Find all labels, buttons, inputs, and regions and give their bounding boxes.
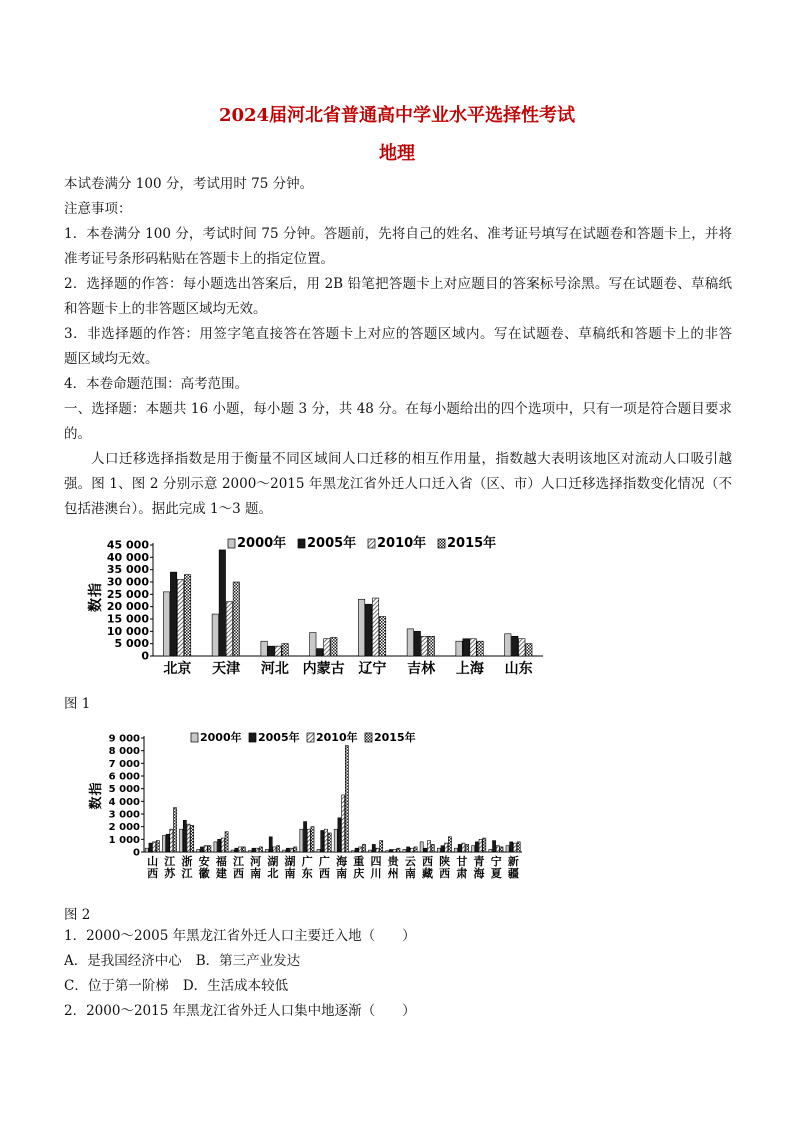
- bar-2000: [261, 641, 267, 656]
- y-tick-label: 15 000: [106, 612, 149, 626]
- bar-2015: [483, 838, 486, 852]
- x-tick-label: 州: [387, 867, 399, 880]
- y-tick-label: 5 000: [108, 784, 140, 796]
- bar-2015: [428, 636, 434, 656]
- bar-2005: [269, 837, 272, 852]
- bar-2005: [458, 844, 461, 852]
- x-tick-label: 西: [318, 867, 330, 880]
- x-tick-label: 福: [215, 855, 227, 868]
- section-1-heading-end: 的。: [64, 426, 91, 442]
- bar-2010: [239, 847, 242, 852]
- bar-2005: [321, 830, 324, 852]
- bar-2010: [372, 598, 378, 656]
- notice-1b: 准考证号条形码粘贴在答题卡上的指定位置。: [64, 251, 334, 267]
- bar-2000: [505, 634, 511, 656]
- bar-2000: [386, 851, 389, 852]
- bar-2015: [379, 617, 385, 656]
- legend-label-2015: 2015年: [447, 536, 497, 551]
- bar-2010: [479, 839, 482, 852]
- notice-3a: 3．非选择题的作答：用签字笔直接答在答题卡上对应的答题区域内。写在试题卷、草稿纸和答题卡上的非答: [64, 326, 732, 342]
- bar-2005: [365, 604, 371, 656]
- legend-label-2000: 2000年: [237, 536, 287, 551]
- notice-4: 4．本卷命题范围：高考范围。: [64, 376, 249, 392]
- x-tick-label: 西: [233, 867, 244, 880]
- bar-2010: [428, 841, 431, 852]
- y-tick-label: 40 000: [106, 550, 149, 564]
- bar-2005: [338, 818, 341, 852]
- bar-2005: [510, 842, 513, 852]
- bar-2000: [351, 851, 354, 852]
- bar-2010: [170, 829, 173, 852]
- question-1: 1．2000～2005 年黑龙江省外迁人口主要迁入地（ ）: [64, 928, 416, 944]
- x-tick-label: 西: [147, 867, 159, 880]
- y-tick-label: 35 000: [106, 563, 149, 577]
- bar-2015: [345, 746, 348, 852]
- y-tick-label: 7 000: [108, 758, 140, 770]
- legend-label-2000: 2000年: [200, 731, 242, 744]
- legend-swatch-2000: [191, 733, 198, 742]
- bar-2000: [145, 848, 148, 852]
- y-axis-label: 指: [88, 583, 104, 597]
- bar-2000: [506, 846, 509, 852]
- legend-label-2005: 2005年: [307, 536, 357, 551]
- x-tick-label: 内蒙古: [302, 661, 345, 677]
- bar-2005: [219, 550, 225, 656]
- x-tick-label: 北: [267, 867, 279, 880]
- bar-2015: [500, 847, 503, 852]
- y-axis-label: 指: [89, 782, 104, 796]
- exam-info: 本试卷满分 100 分，考试用时 75 分钟。: [64, 176, 314, 192]
- y-tick-label: 2 000: [108, 822, 140, 834]
- bar-2010: [393, 849, 396, 852]
- y-tick-label: 20 000: [106, 600, 149, 614]
- bar-2015: [294, 847, 297, 852]
- bar-2005: [200, 847, 203, 852]
- bar-2005: [355, 848, 358, 852]
- x-tick-label: 藏: [422, 867, 433, 880]
- x-tick-label: 西: [439, 867, 451, 880]
- y-tick-label: 30 000: [106, 575, 149, 589]
- bar-2000: [369, 850, 372, 852]
- bar-2000: [248, 851, 251, 852]
- passage-line-2: 强。图 1、图 2 分别示意 2000～2015 年黑龙江省外迁人口迁入省（区、市）人口迁移选择指数变化情况（不: [64, 476, 732, 492]
- bar-2010: [275, 646, 281, 656]
- x-tick-label: 肃: [456, 867, 468, 880]
- section-1-heading: 一、选择题：本题共 16 小题，每小题 3 分，共 48 分。在每小题给出的四个选项中，只有一项是符合题目要求: [64, 401, 732, 417]
- y-tick-label: 25 000: [106, 587, 149, 601]
- x-tick-label: 西: [422, 855, 433, 868]
- bar-2015: [448, 837, 451, 852]
- question-1-options-ab: [64, 949, 732, 974]
- bar-2005: [252, 848, 255, 852]
- x-tick-label: 青: [473, 855, 485, 868]
- x-tick-label: 重: [353, 855, 365, 868]
- y-tick-label: 0: [133, 847, 140, 859]
- y-tick-label: 9 000: [108, 733, 140, 745]
- x-tick-label: 山东: [504, 661, 533, 677]
- bar-2015: [191, 825, 194, 852]
- bar-2005: [183, 820, 186, 852]
- bar-2005: [268, 646, 274, 656]
- bar-2000: [265, 849, 268, 852]
- x-tick-label: 宁: [490, 855, 502, 868]
- passage-line-1: 人口迁移选择指数是用于衡量不同区域间人口迁移的相互作用量，指数越大表明该地区对流动人口吸引越: [91, 451, 732, 467]
- bar-2000: [214, 842, 217, 852]
- bar-2010: [470, 639, 476, 656]
- bar-2015: [233, 582, 239, 656]
- bar-2015: [362, 844, 365, 852]
- x-tick-label: 浙: [181, 855, 193, 868]
- bar-2000: [489, 849, 492, 852]
- bar-2015: [397, 848, 400, 852]
- bar-2015: [380, 841, 383, 852]
- legend-label-2010: 2010年: [316, 731, 358, 744]
- y-tick-label: 3 000: [108, 809, 140, 821]
- bar-2000: [403, 849, 406, 852]
- legend-swatch-2010: [368, 539, 375, 548]
- x-tick-label: 南: [336, 867, 348, 880]
- bar-2015: [466, 844, 469, 852]
- figure-2-chart: [60, 724, 530, 886]
- x-tick-label: 徽: [198, 867, 210, 880]
- x-tick-label: 河: [250, 855, 262, 868]
- option-d: D．生活成本较低: [182, 978, 289, 994]
- x-tick-label: 南: [404, 867, 416, 880]
- bar-2010: [513, 843, 516, 852]
- bar-2010: [204, 846, 207, 852]
- bar-2000: [456, 641, 462, 656]
- x-tick-label: 川: [370, 867, 382, 880]
- y-tick-label: 8 000: [108, 746, 140, 758]
- bar-2015: [259, 847, 262, 852]
- bar-2000: [283, 850, 286, 852]
- bar-2015: [526, 644, 532, 656]
- x-tick-label: 上海: [455, 661, 484, 677]
- bar-2005: [235, 848, 238, 852]
- bar-2005: [463, 639, 469, 656]
- bar-2010: [359, 847, 362, 852]
- option-c: C．位于第一阶梯: [64, 978, 169, 994]
- y-axis-label: 数: [88, 598, 104, 612]
- subject-title: 地理: [379, 143, 415, 164]
- legend-label-2005: 2005年: [258, 731, 300, 744]
- x-tick-label: 四: [370, 855, 382, 868]
- y-tick-label: 4 000: [108, 796, 140, 808]
- bar-2005: [475, 842, 478, 852]
- bar-2005: [149, 843, 152, 852]
- x-tick-label: 南: [250, 867, 262, 880]
- y-tick-label: 45 000: [106, 538, 149, 552]
- bar-2010: [177, 580, 183, 656]
- bar-2010: [324, 639, 330, 656]
- notice-title: 注意事项：: [64, 201, 132, 217]
- x-tick-label: 广: [318, 855, 330, 868]
- notice-2b: 和答题卡上的非答题区域均无效。: [64, 301, 267, 317]
- x-tick-label: 苏: [164, 867, 176, 880]
- bar-2000: [180, 829, 183, 852]
- bar-2000: [310, 633, 316, 656]
- bar-2005: [441, 846, 444, 852]
- x-tick-label: 东: [301, 867, 313, 880]
- bar-2005: [170, 572, 176, 656]
- bar-2005: [166, 834, 169, 852]
- exam-title: 2024届河北省普通高中学业水平选择性考试: [218, 105, 576, 126]
- y-tick-label: 0: [141, 649, 149, 663]
- x-tick-label: 湖: [267, 855, 279, 868]
- x-tick-label: 庆: [353, 867, 365, 880]
- bar-2005: [414, 631, 420, 656]
- bar-2010: [462, 843, 465, 852]
- x-tick-label: 建: [215, 867, 227, 880]
- bar-2000: [454, 848, 457, 852]
- bar-2015: [328, 833, 331, 852]
- bar-2000: [163, 592, 169, 656]
- x-tick-label: 湖: [284, 855, 296, 868]
- bar-2010: [290, 848, 293, 852]
- bar-2015: [282, 644, 288, 656]
- y-tick-label: 10 000: [106, 624, 149, 638]
- bar-2010: [273, 847, 276, 852]
- x-tick-label: 安: [198, 855, 210, 868]
- bar-2010: [256, 848, 259, 852]
- x-tick-label: 广: [301, 855, 313, 868]
- bar-2010: [496, 846, 499, 852]
- question-1-options-cd: [64, 974, 732, 999]
- legend-label-2015: 2015年: [374, 731, 416, 744]
- bar-2015: [311, 827, 314, 852]
- bar-2005: [304, 822, 307, 852]
- x-tick-label: 新: [507, 855, 519, 868]
- bar-2010: [519, 639, 525, 656]
- x-tick-label: 吉林: [407, 661, 436, 677]
- bar-2000: [317, 849, 320, 852]
- x-tick-label: 海: [336, 855, 348, 868]
- x-tick-label: 南: [284, 867, 296, 880]
- bar-2015: [331, 638, 337, 657]
- bar-2015: [517, 842, 520, 852]
- x-tick-label: 山: [147, 855, 159, 868]
- x-tick-label: 天津: [212, 661, 241, 677]
- bar-2000: [197, 849, 200, 852]
- x-tick-label: 甘: [456, 855, 468, 868]
- notice-1a: 1．本卷满分 100 分，考试时间 75 分钟。答题前，先将自己的姓名、准考证号填写在试题卷和答题卡上，并将: [64, 226, 732, 242]
- bar-2010: [221, 838, 224, 852]
- x-tick-label: 辽宁: [358, 661, 387, 677]
- bar-2010: [410, 848, 413, 852]
- x-tick-label: 海: [473, 867, 485, 880]
- x-tick-label: 疆: [507, 867, 519, 880]
- bar-2010: [187, 824, 190, 852]
- bar-2010: [342, 795, 345, 852]
- x-tick-label: 夏: [490, 867, 502, 880]
- bar-2000: [212, 614, 218, 656]
- notice-2a: 2．选择题的作答：每小题选出答案后，用 2B 铅笔把答题卡上对应题目的答案标号涂黑。写在试题卷、草稿纸: [64, 276, 732, 292]
- bar-2000: [437, 848, 440, 852]
- bar-2015: [242, 847, 245, 852]
- legend-swatch-2005: [249, 733, 256, 742]
- bar-2005: [407, 847, 410, 852]
- bar-2010: [226, 602, 232, 656]
- legend-label-2010: 2010年: [377, 536, 427, 551]
- bar-2010: [153, 842, 156, 852]
- bar-2005: [286, 848, 289, 852]
- option-b: B．第三产业发达: [195, 953, 301, 969]
- bar-2005: [372, 844, 375, 852]
- bar-2000: [472, 846, 475, 852]
- bar-2000: [334, 829, 337, 852]
- x-tick-label: 北京: [163, 661, 192, 677]
- bar-2010: [445, 843, 448, 852]
- legend-swatch-2000: [228, 539, 235, 548]
- x-tick-label: 陕: [439, 855, 451, 868]
- passage-line-3: 包括港澳台）。据此完成 1～3 题。: [64, 501, 273, 517]
- x-tick-label: 江: [164, 855, 176, 868]
- bar-2005: [317, 649, 323, 656]
- bar-2010: [324, 829, 327, 852]
- bar-2000: [420, 842, 423, 852]
- question-2: 2．2000～2015 年黑龙江省外迁人口集中地逐渐（ ）: [64, 1003, 416, 1019]
- legend-swatch-2010: [307, 733, 314, 742]
- bar-2015: [208, 846, 211, 852]
- bar-2005: [218, 839, 221, 852]
- bar-2015: [156, 841, 159, 852]
- option-a: A．是我国经济中心: [64, 953, 182, 969]
- bar-2000: [162, 836, 165, 852]
- bar-2015: [431, 844, 434, 852]
- x-tick-label: 贵: [387, 855, 399, 868]
- bar-2000: [231, 850, 234, 852]
- bar-2015: [277, 846, 280, 852]
- notice-3b: 题区域均无效。: [64, 351, 159, 367]
- bar-2000: [300, 829, 303, 852]
- x-tick-label: 江: [233, 855, 244, 868]
- x-tick-label: 云: [404, 855, 416, 868]
- x-tick-label: 江: [181, 867, 193, 880]
- bar-2000: [358, 599, 364, 656]
- bar-2005: [424, 848, 427, 852]
- y-axis-label: 数: [89, 796, 104, 810]
- bar-2010: [421, 636, 427, 656]
- legend-swatch-2005: [298, 539, 305, 548]
- x-tick-label: 河北: [260, 661, 289, 677]
- figure-1-label: 图 1: [64, 696, 91, 712]
- legend-swatch-2015: [365, 733, 372, 742]
- bar-2015: [173, 808, 176, 852]
- bar-2010: [376, 848, 379, 852]
- bar-2005: [389, 849, 392, 852]
- bar-2005: [493, 841, 496, 852]
- figure-1-chart: [60, 528, 550, 688]
- bar-2015: [225, 832, 228, 852]
- bar-2015: [184, 575, 190, 656]
- bar-2000: [407, 629, 413, 656]
- y-tick-label: 5 000: [114, 637, 149, 651]
- y-tick-label: 1 000: [108, 834, 140, 846]
- bar-2015: [477, 641, 483, 656]
- bar-2015: [414, 847, 417, 852]
- legend-swatch-2015: [438, 539, 445, 548]
- figure-2-label: 图 2: [64, 907, 91, 923]
- bar-2005: [512, 636, 518, 656]
- bar-2010: [307, 829, 310, 852]
- y-tick-label: 6 000: [108, 771, 140, 783]
